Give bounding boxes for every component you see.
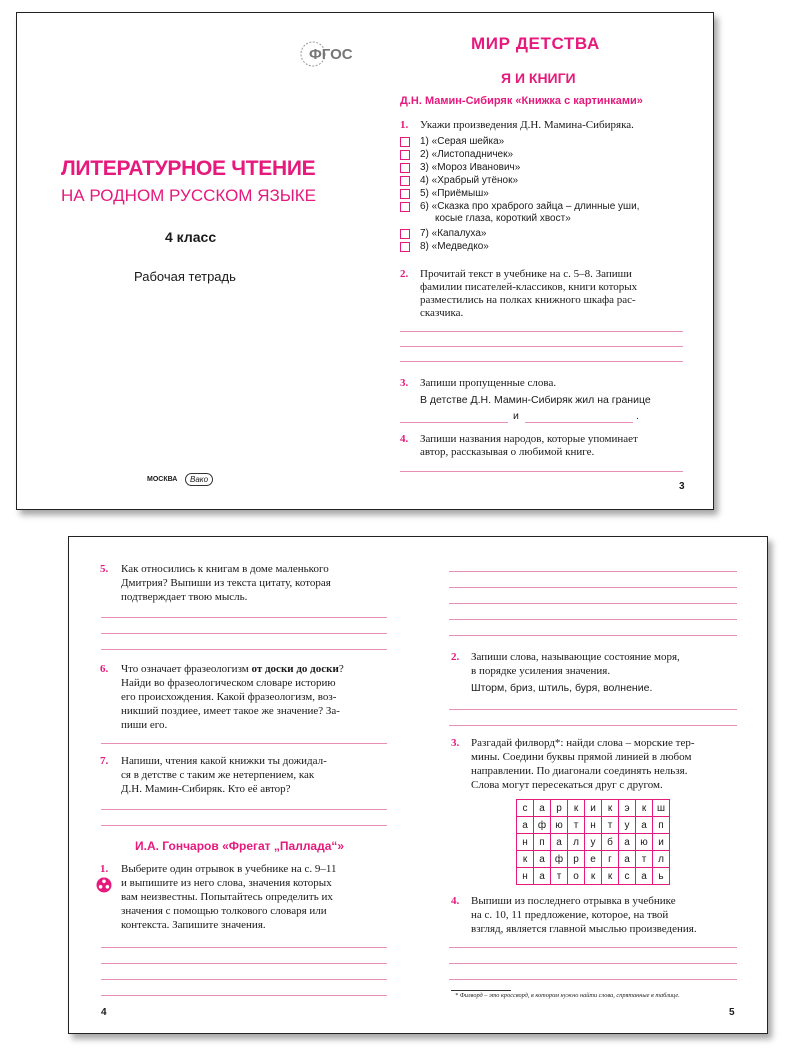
filword-row [517,851,670,868]
q3-conjunction: и [513,410,519,422]
filword-cell[interactable]: к [568,800,585,817]
p5-q2-answer-line-2[interactable] [449,725,737,726]
q4-line-2: автор, рассказывая о любимой книге. [420,446,595,458]
filword-cell[interactable]: ю [551,817,568,834]
p5-q2-words: Шторм, бриз, штиль, буря, волнение. [471,682,653,694]
g-q1-answer-line-2[interactable] [101,963,387,964]
q2-answer-line-2[interactable] [400,346,683,347]
p5-answer-line-2[interactable] [449,587,737,588]
filword-cell[interactable]: с [619,868,636,885]
p5-q4-answer-line-3[interactable] [449,979,737,980]
filword-cell[interactable]: б [602,834,619,851]
p5-answer-line-4[interactable] [449,619,737,620]
q2-answer-line-3[interactable] [400,361,683,362]
q4-number: 4. [400,433,409,445]
filword-cell[interactable]: ь [653,868,670,885]
q6-line-1-start: Что означает фразеологизм [121,663,249,675]
book-title-line2: НА РОДНОМ РУССКОМ ЯЗЫКЕ [61,186,317,205]
g-q1-line-5: контекста. Запишите значения. [121,919,266,931]
q5-answer-line-2[interactable] [101,633,387,634]
filword-row [517,868,670,885]
q7-number: 7. [100,755,109,767]
fgos-logo [299,37,353,71]
footnote: * Филворд – это кроссворд, в котором нужно найти слова, спрятанные в таблице. [455,992,680,999]
filword-cell[interactable]: а [534,800,551,817]
filword-cell[interactable]: л [653,851,670,868]
g-q1-answer-line-1[interactable] [101,947,387,948]
p5-q4-answer-line-1[interactable] [449,947,737,948]
filword-cell[interactable]: у [585,834,602,851]
q6-line-2: Найди во фразеологическом словаре историю [121,677,336,689]
filword-row [517,817,670,834]
q1-option-8: 8) «Медведко» [420,241,489,252]
q1-option-2: 2) «Листопадничек» [420,149,514,160]
subsection-title: Я И КНИГИ [501,70,576,86]
q3-blank-1[interactable] [400,422,508,423]
p5-q4-answer-line-2[interactable] [449,963,737,964]
q1-option-3: 3) «Мороз Иванович» [420,162,521,173]
g-q1-number: 1. [100,863,109,875]
grade-label: 4 класс [165,229,217,245]
filword-grid [516,799,670,885]
filword-cell[interactable]: к [517,851,534,868]
p5-q2-answer-line-1[interactable] [449,709,737,710]
filword-cell[interactable]: а [551,834,568,851]
filword-cell[interactable]: т [568,817,585,834]
g-q1-line-2: и выпишите из него слова, значения которых [121,877,332,889]
q3-sentence: В детстве Д.Н. Мамин-Сибиряк жил на границе [420,394,651,406]
q3-text: Запиши пропущенные слова. [420,377,557,389]
q6-line-1-end: ? [338,663,344,675]
q7-line-2: ся в детстве с таким же нетерпением, как [121,769,315,781]
g-q1-answer-line-3[interactable] [101,979,387,980]
q1-option-5: 5) «Приёмыш» [420,188,489,199]
filword-cell[interactable]: а [619,834,636,851]
film-reel-icon [96,877,112,893]
q6-line-1 [121,663,344,677]
filword-cell[interactable]: к [602,800,619,817]
filword-cell[interactable]: э [619,800,636,817]
q6-answer-line[interactable] [101,743,387,744]
q6-line-3: его происхождения. Какой фразеологизм, воз- [121,691,337,703]
g-q1-line-3: вам неизвестны. Попытайтесь определить их [121,891,333,903]
publisher-logo: Вако [185,473,213,486]
filword-cell[interactable]: о [568,868,585,885]
q1-number: 1. [400,119,409,131]
filword-cell[interactable]: а [517,817,534,834]
filword-row [517,834,670,851]
q2-number: 2. [400,268,409,280]
page-number-5: 5 [729,1007,735,1018]
filword-cell[interactable]: а [636,817,653,834]
p5-q4-line-2: на с. 10, 11 предложение, которое, на твой [471,909,669,921]
q1-checkbox-3[interactable] [400,163,410,173]
q1-checkbox-7[interactable] [400,229,410,239]
q2-line-1: Прочитай текст в учебнике на с. 5–8. Запиши [420,268,632,280]
section-title: МИР ДЕТСТВА [471,34,600,53]
q1-option-1: 1) «Серая шейка» [420,136,505,147]
fgos-text: ФГОС [309,46,353,63]
q7-answer-line-1[interactable] [101,809,387,810]
publisher-mark [147,473,237,489]
q6-line-4: никший поздиее, имеет такое же значение? За- [121,705,340,717]
filword-cell[interactable]: ф [534,817,551,834]
q5-line-3: подтверждает твою мысль. [121,591,248,603]
p5-q3-line-2: мины. Соедини буквы прямой линией в любом [471,751,692,763]
q4-answer-line[interactable] [400,471,683,472]
q1-text: Укажи произведения Д.Н. Мамина-Сибиряка. [420,119,634,131]
q6-number: 6. [100,663,109,675]
filword-cell[interactable]: н [517,834,534,851]
q3-number: 3. [400,377,409,389]
filword-cell[interactable]: е [585,851,602,868]
page-number-3: 3 [679,481,685,492]
filword-cell[interactable]: т [636,851,653,868]
page-number-4: 4 [101,1007,107,1018]
q1-checkbox-2[interactable] [400,150,410,160]
filword-cell[interactable]: а [534,851,551,868]
q1-checkbox-6[interactable] [400,202,410,212]
q5-answer-line-1[interactable] [101,617,387,618]
filword-cell[interactable]: а [534,868,551,885]
p5-q2-number: 2. [451,651,460,663]
filword-cell[interactable]: р [551,800,568,817]
publisher-city: МОСКВА [147,476,178,483]
filword-cell[interactable]: ш [653,800,670,817]
p5-answer-line-1[interactable] [449,571,737,572]
q7-line-1: Напиши, чтения какой книжки ты дожидал- [121,755,327,767]
work-title: Д.Н. Мамин-Сибиряк «Книжка с картинками» [400,95,643,107]
filword-cell[interactable]: к [585,868,602,885]
p5-q2-line-2: в порядке усиления значения. [471,665,611,677]
q1-checkbox-5[interactable] [400,189,410,199]
book-type-label: Рабочая тетрадь [134,269,236,284]
g-q1-line-1: Выберите один отрывок в учебнике на с. 9–11 [121,863,337,875]
filword-cell[interactable]: и [585,800,602,817]
filword-cell[interactable]: г [602,851,619,868]
p5-q3-line-3: направлении. По диагонали соединять нельзя. [471,765,688,777]
work-title-goncharov: И.А. Гончаров «Фрегат „Паллада“» [135,839,345,853]
filword-cell[interactable]: и [653,834,670,851]
q2-line-4: сказчика. [420,307,464,319]
filword-cell[interactable]: ю [636,834,653,851]
filword-cell[interactable]: к [636,800,653,817]
book-title-line1: ЛИТЕРАТУРНОЕ ЧТЕНИЕ [61,157,316,180]
q5-line-1: Как относились к книгам в доме маленького [121,563,329,575]
p5-q2-line-1: Запиши слова, называющие состояние моря, [471,651,680,663]
filword-cell[interactable]: к [602,868,619,885]
q1-checkbox-8[interactable] [400,242,410,252]
q2-answer-line-1[interactable] [400,331,683,332]
p5-q3-number: 3. [451,737,460,749]
filword-cell[interactable]: т [602,817,619,834]
q6-phrase: от доски до доски [251,663,339,675]
filword-cell[interactable]: а [636,868,653,885]
q1-option-6-cont: косые глаза, короткий хвост» [435,213,571,224]
filword-cell[interactable]: а [619,851,636,868]
p5-q4-number: 4. [451,895,460,907]
p5-answer-line-5[interactable] [449,635,737,636]
q7-line-3: Д.Н. Мамин-Сибиряк. Кто её автор? [121,783,291,795]
q2-line-2: фамилии писателей-классиков, книги которых [420,281,638,293]
q1-option-6: 6) «Сказка про храброго зайца – длинные уши, [420,201,640,212]
q5-line-2: Дмитрия? Выпиши из текста цитату, которая [121,577,331,589]
filword-row [517,800,670,817]
q1-option-7: 7) «Капалуха» [420,228,487,239]
filword-cell[interactable]: п [653,817,670,834]
p5-answer-line-3[interactable] [449,603,737,604]
g-q1-answer-line-4[interactable] [101,995,387,996]
filword-cell[interactable]: п [534,834,551,851]
q4-line-1: Запиши названия народов, которые упоминает [420,433,638,445]
filword-cell[interactable]: н [585,817,602,834]
q2-line-3: разместились на полках книжного шкафа рас- [420,294,636,306]
p5-q4-line-1: Выпиши из последнего отрывка в учебнике [471,895,676,907]
filword-cell[interactable]: ф [551,851,568,868]
spread-bottom [68,536,768,1034]
filword-cell[interactable]: л [568,834,585,851]
filword-cell[interactable]: р [568,851,585,868]
q7-answer-line-2[interactable] [101,825,387,826]
filword-cell[interactable]: с [517,800,534,817]
q1-option-4: 4) «Храбрый утёнок» [420,175,519,186]
spread-top [16,12,714,510]
filword-cell[interactable]: у [619,817,636,834]
q3-blank-2[interactable] [525,422,633,423]
p5-q4-line-3: взгляд, является главной мыслью произведения. [471,923,697,935]
filword-cell[interactable]: т [551,868,568,885]
filword-cell[interactable]: н [517,868,534,885]
g-q1-line-4: значения с помощью толкового словаря или [121,905,327,917]
q6-line-5: пиши его. [121,719,168,731]
q3-end: . [636,410,639,422]
q5-number: 5. [100,563,109,575]
p5-q3-line-4: Слова могут пересекаться друг с другом. [471,779,663,791]
q5-answer-line-3[interactable] [101,649,387,650]
q1-checkbox-4[interactable] [400,176,410,186]
p5-q3-line-1: Разгадай филворд*: найди слова – морские тер- [471,737,695,749]
q1-checkbox-1[interactable] [400,137,410,147]
footnote-divider [451,990,511,991]
